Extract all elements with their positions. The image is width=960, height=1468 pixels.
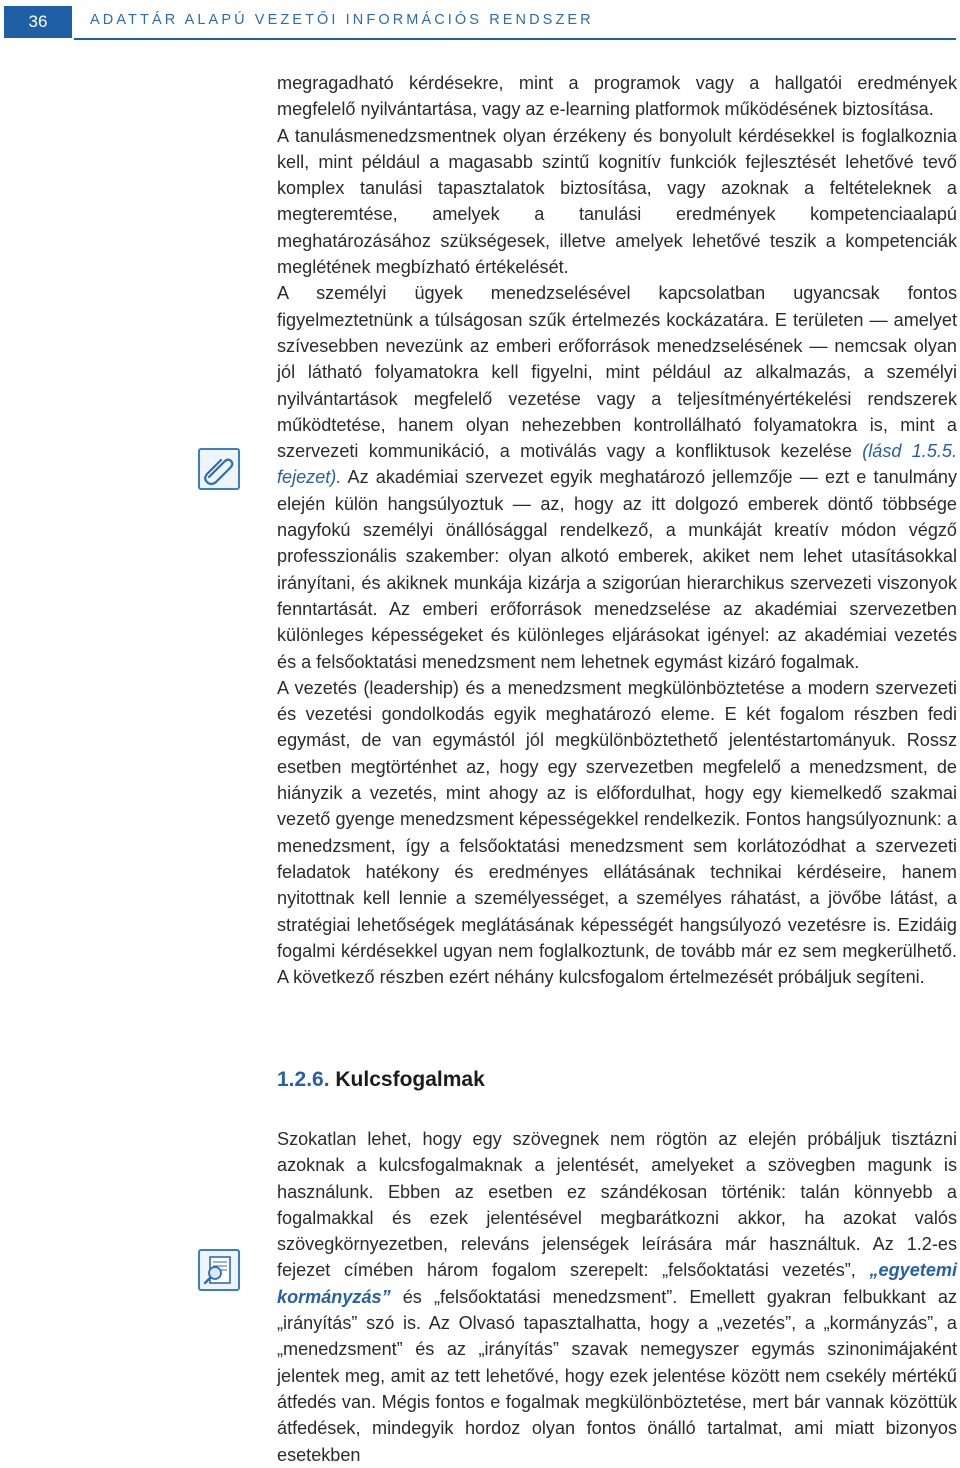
paragraph: [277, 280, 957, 674]
section-title: Kulcsfogalmak: [335, 1068, 485, 1091]
chapter-reference-link[interactable]: (lásd 1.5.5. fejezet).: [277, 441, 958, 488]
paragraph: megragadható kérdésekre, mint a programok vagy a hallgatói eredmények megfelelő nyilvántartása, vagy az e-learning platformok működésének biztosítása.: [277, 73, 957, 120]
highlighted-term: „egyetemi kormányzás”: [277, 1260, 957, 1307]
paragraph-text: és „felsőoktatási menedzsment”. Emellett gyakran felbukkant az „irányítás” szó is. Az Olvasó tapasztalhatta, hogy a „vezetés”, a „kormányzás”, a „menedzsment” és az „irányítás” szavak nemegyszer egymás szinonimájaként jelentek meg, amit az tett lehetővé, hogy ezek jelentése között nem csekély mértékű átfedés van. Mégis fontos e fogalmak megkülönböztetése, mert bár vannak közöttük átfedések, mindegyik hordoz olyan fontos önálló tartalmat, ami miatt bizonyos esetekben: [277, 1286, 957, 1465]
paperclip-icon: [198, 448, 240, 490]
paragraph: [277, 1126, 957, 1468]
section-body-text: [277, 1126, 957, 1468]
page-number: 36: [4, 6, 72, 38]
paragraph-text: Az akadémiai szervezet egyik meghatározó jellemzője — ezt e tanulmány elején külön hangsúlyoztuk — az, hogy az itt dolgozó emberek döntő többsége nagyfokú személyi önállósággal rendelkező, a munkáját kreatív módon végző professzionális szakember: olyan alkotó emberek, akiket nem lehet utasításokkal irányítani, és akiknek munkája kizárja a szigorúan hierarchikus szervezeti viszonyok fenntartását. Az emberi erőforrások menedzselése az akadémiai szervezetben különleges képességeket és különleges eljárásokat igényel: az akadémiai vezetés és a felsőoktatási menedzsment nem lehetnek egymást kizáró fogalmak.: [277, 467, 957, 672]
magnifier-book-icon: [198, 1249, 240, 1291]
running-title: ADATTÁR ALAPÚ VEZETŐI INFORMÁCIÓS RENDSZER: [90, 12, 594, 28]
paragraph-text: A személyi ügyek menedzselésével kapcsolatban ugyancsak fontos figyelmeztetnünk a túlságosan szűk értelmezés kockázatára. E területen — amelyet szívesebben nevezünk az emberi erőforrások menedzselésének — nemcsak olyan jól látható folyamatokra kell figyelni, mint például az alkalmazás, a személyi nyilvántartások megfelelő vezetése vagy a teljesítményértékelési rendszerek működtetése, hanem olyan nehezebben kontrollálható folyamatokra is, mint a szervezeti kommunikáció, a motiválás vagy a konfliktusok kezelése: [277, 283, 957, 462]
paragraph-text: Szokatlan lehet, hogy egy szövegnek nem rögtön az elején próbáljuk tisztázni azoknak a kulcsfogalmaknak a jelentését, amelyeket a szövegben magunk is használunk. Ebben az esetben ez szándékosan történik: talán könnyebb a fogalmakkal és ezek jelentésével megbarátkozni akkor, ha azokat valós szövegkörnyezetben, releváns jelenségek leírására már használtuk. Az 1.2-es fejezet címében három fogalom szerepelt: „felsőoktatási vezetés”,: [277, 1129, 957, 1281]
paragraph: A tanulásmenedzsmentnek olyan érzékeny és bonyolult kérdésekkel is foglalkoznia kell, mint például a magasabb szintű kognitív funkciók fejlesztését lehetővé tevő komplex tanulási tapasztalatok biztosítása, vagy azoknak a feltételeknek a megteremtése, amelyek a tanulási eredmények kompetenciaalapú meghatározásához szükségesek, illetve amelyek lehetővé teszik a kompetenciák meglétének megbízható értékelését.: [277, 125, 957, 278]
header-rule: [74, 38, 956, 40]
body-text: [277, 70, 957, 990]
section-number: 1.2.6.: [277, 1068, 330, 1091]
section-heading: [277, 1068, 485, 1092]
paragraph: A vezetés (leadership) és a menedzsment megkülönböztetése a modern szervezeti és vezetési gondolkodás egyik meghatározó eleme. E két fogalom részben fedi egymást, de van egymástól jól megkülönböztethető jelentéstartományuk. Rossz esetben megtörténhet az, hogy egy szervezetben megfelelő a menedzsment, de hiányzik a vezetés, mint ahogy az is előfordulhat, hogy egy kiemelkedő szakmai vezető gyenge menedzsment képességekkel rendelkezik. Fontos hangsúlyoznunk: a menedzsment, így a felsőoktatási menedzsment sem korlátozódhat a szervezeti feladatok hatékony és eredményes ellátásának technikai kérdéseire, hanem nyitottnak kell lennie a személyességet, a személyes ráhatást, a jövőbe látást, a stratégiai lehetőségek meglátásának képességét hangsúlyozó vezetésre is. Ezidáig fogalmi kérdésekkel ugyan nem foglalkoztunk, de tovább már ez sem megkerülhető. A következő részben ezért néhány kulcsfogalom értelmezését próbáljuk segíteni.: [277, 677, 957, 988]
